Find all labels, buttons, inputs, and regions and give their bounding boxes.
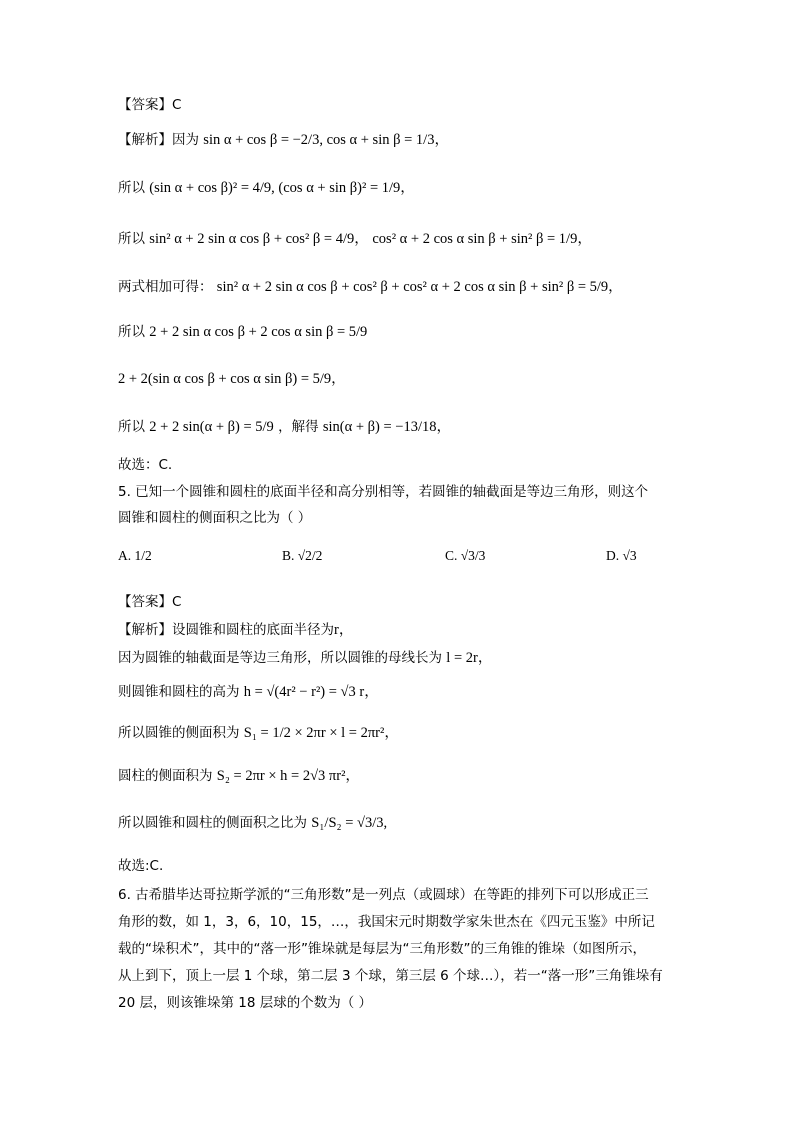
- q4-step3-prefix: 两式相加可得：: [118, 279, 213, 295]
- q4-analysis-line: [118, 130, 449, 150]
- q4-answer: 【答案】C: [118, 97, 182, 113]
- q4-step6-prefix: 所以: [118, 419, 145, 435]
- q4-step5: [118, 369, 346, 389]
- q5-question-line1: 5. 已知一个圆锥和圆柱的底面半径和高分别相等，若圆锥的轴截面是等边三角形，则这个: [118, 484, 649, 500]
- q5-line4-text: 圆柱的侧面积为: [118, 768, 213, 784]
- q5-line3-text: 所以圆锥的侧面积为: [118, 725, 240, 741]
- q5-line2-expression: h = √(4r² − r²) = √3 r，: [243, 684, 379, 700]
- q4-step6-result: sin(α + β) = −13/18，: [322, 419, 452, 435]
- q4-step4-expression: 2 + 2 sin α cos β + 2 cos α sin β = 5/9: [149, 324, 368, 340]
- q5-answer: 【答案】C: [118, 594, 182, 610]
- q5-analysis-var: r，: [334, 622, 354, 638]
- q5-line4-expression: S₂ = 2πr × h = 2√3 πr²，: [216, 768, 360, 784]
- q5-line3: [118, 723, 399, 743]
- q4-step1: [118, 178, 415, 198]
- q5-line3-expression: S₁ = 1/2 × 2πr × l = 2πr²，: [243, 725, 399, 741]
- q4-step2-expression: sin² α + 2 sin α cos β + cos² β = 4/9， cos² α + 2 cos α sin β + sin² β = 1/9，: [149, 231, 592, 247]
- q4-step2: [118, 229, 592, 249]
- q5-line1-expression: l = 2r，: [446, 650, 493, 666]
- q5-line5-expression: S₁/S₂ = √3/3,: [311, 815, 388, 831]
- q5-option-a-label: A.: [118, 548, 132, 563]
- q5-line5-text: 所以圆锥和圆柱的侧面积之比为: [118, 815, 307, 831]
- q4-conclusion: 故选：C.: [118, 457, 173, 473]
- q5-option-d-label: D.: [606, 548, 620, 563]
- q5-line1-text: 因为圆锥的轴截面是等边三角形，所以圆锥的母线长为: [118, 650, 442, 666]
- q4-step4: [118, 322, 367, 342]
- q6-line1: 6. 古希腊毕达哥拉斯学派的“三角形数”是一列点（或圆球）在等距的排列下可以形成正三: [118, 887, 649, 903]
- q6-line4: 从上到下，顶上一层 1 个球，第二层 3 个球，第三层 6 个球…），若一“落一形”三角锥垛有: [118, 968, 663, 984]
- q4-step1-prefix: 所以: [118, 180, 145, 196]
- q5-option-c: [445, 548, 485, 564]
- q4-step1-expression: (sin α + cos β)² = 4/9, (cos α + sin β)² = 1/9，: [149, 180, 415, 196]
- q5-line2: [118, 682, 379, 702]
- q4-step5-expression: 2 + 2(sin α cos β + cos α sin β) = 5/9，: [118, 371, 346, 387]
- q5-option-a: [118, 548, 152, 564]
- q5-line4: [118, 766, 360, 786]
- q5-analysis-label: 【解析】设圆锥和圆柱的底面半径为: [118, 622, 334, 638]
- q4-step2-prefix: 所以: [118, 231, 145, 247]
- q4-step3: [118, 277, 623, 297]
- q4-analysis-label: 【解析】因为: [118, 132, 199, 148]
- q5-option-a-value: 1/2: [134, 548, 152, 563]
- q5-option-b-label: B.: [282, 548, 295, 563]
- q4-step6: [118, 417, 451, 437]
- q6-line2: 角形的数，如 1，3，6，10，15，…，我国宋元时期数学家朱世杰在《四元玉鉴》中所记: [118, 914, 655, 930]
- q4-step6-expression: 2 + 2 sin(α + β) = 5/9: [149, 419, 274, 435]
- q5-line1: [118, 648, 492, 668]
- q4-step4-prefix: 所以: [118, 324, 145, 340]
- q5-option-c-label: C.: [445, 548, 458, 563]
- q6-line3: 载的“垛积术”，其中的“落一形”锥垛就是每层为“三角形数”的三角锥的锥垛（如图所示，: [118, 941, 646, 957]
- q5-option-d-value: √3: [622, 548, 637, 563]
- q5-line2-text: 则圆锥和圆柱的高为: [118, 684, 240, 700]
- q5-question-line2: 圆锥和圆柱的侧面积之比为（ ）: [118, 510, 312, 526]
- q5-option-d: [606, 548, 637, 564]
- q5-conclusion: 故选:C.: [118, 858, 164, 874]
- q4-given-expression: sin α + cos β = −2/3, cos α + sin β = 1/3，: [203, 132, 449, 148]
- q6-line5: 20 层，则该锥垛第 18 层球的个数为（ ）: [118, 995, 373, 1011]
- q4-step6-mid: ，解得: [278, 419, 319, 435]
- q5-option-c-value: √3/3: [460, 548, 486, 563]
- q5-option-b: [282, 548, 322, 564]
- q4-step3-expression: sin² α + 2 sin α cos β + cos² β + cos² α + 2 cos α sin β + sin² β = 5/9，: [216, 279, 623, 295]
- q5-option-b-value: √2/2: [297, 548, 323, 563]
- q5-line5: [118, 813, 387, 833]
- q5-analysis: [118, 620, 353, 640]
